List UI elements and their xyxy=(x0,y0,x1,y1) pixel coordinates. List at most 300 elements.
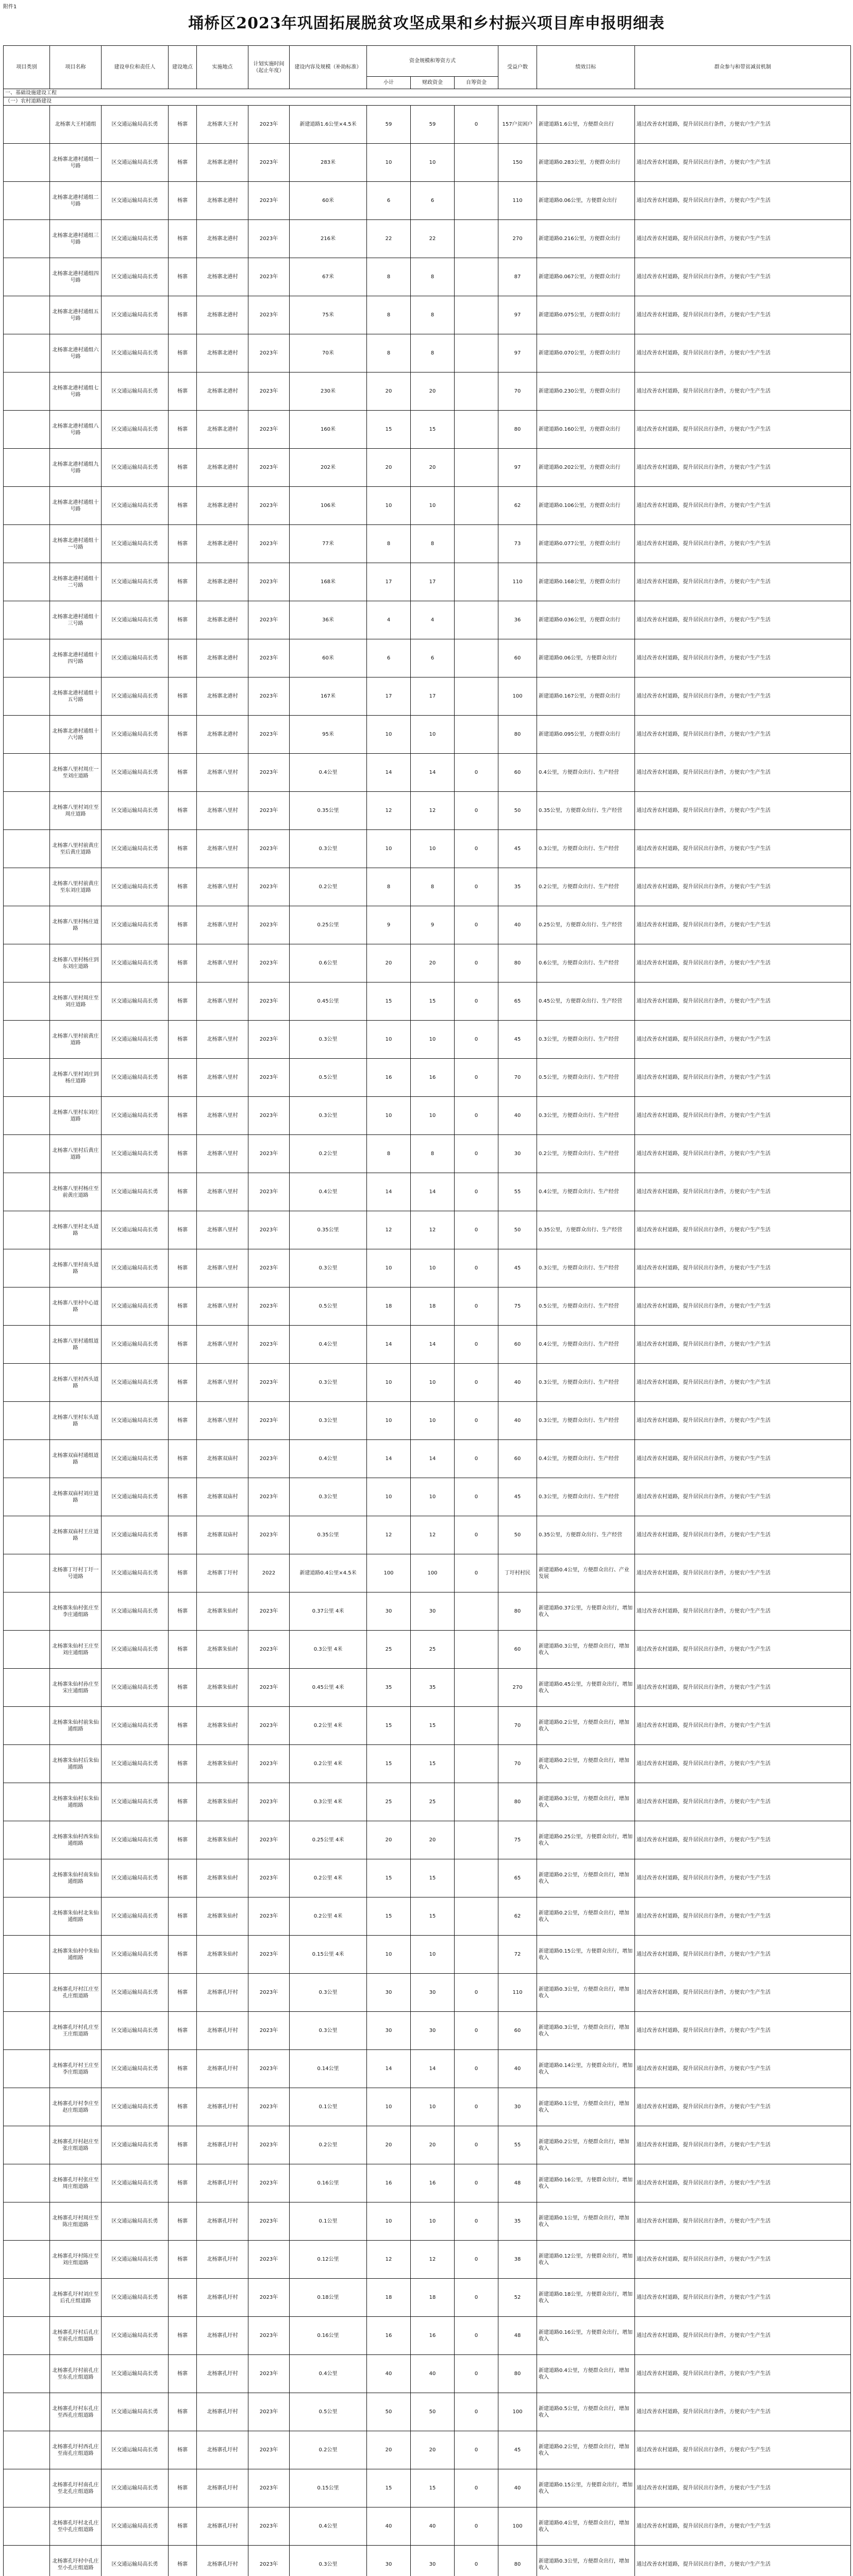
cell-village: 北杨寨北港村 xyxy=(197,449,248,487)
cell-benefit: 35 xyxy=(498,868,537,906)
cell-fiscal: 8 xyxy=(411,258,455,296)
cell-period: 2023年 xyxy=(248,1974,290,2012)
cell-scale: 0.6公里 xyxy=(290,944,367,982)
cell-period: 2023年 xyxy=(248,563,290,601)
cell-period: 2023年 xyxy=(248,792,290,830)
cell-fiscal: 16 xyxy=(411,2164,455,2202)
cell-self xyxy=(455,334,498,372)
cell-owner: 区交通运输局高长勇 xyxy=(102,868,169,906)
cell-name: 北杨寨双庙村通组道路 xyxy=(50,1440,102,1478)
cell-benefit: 40 xyxy=(498,1402,537,1440)
cell-owner: 区交通运输局高长勇 xyxy=(102,2050,169,2088)
cell-category xyxy=(4,1859,50,1897)
cell-benefit: 60 xyxy=(498,1631,537,1669)
cell-period: 2023年 xyxy=(248,716,290,754)
cell-village: 北杨寨北港村 xyxy=(197,411,248,449)
cell-town: 杨寨 xyxy=(169,2088,197,2126)
cell-benefit: 80 xyxy=(498,1783,537,1821)
cell-total: 20 xyxy=(367,1821,411,1859)
cell-mechanism: 通过改善农村道路，提升居民出行条件，方便农户生产生活 xyxy=(635,1440,851,1478)
cell-owner: 区交通运输局高长勇 xyxy=(102,830,169,868)
cell-category xyxy=(4,1059,50,1097)
table-row xyxy=(4,1249,851,1287)
cell-goal: 新建道路0.37公里，方便群众出行，增加收入 xyxy=(537,1592,635,1631)
cell-mechanism: 通过改善农村道路，提升居民出行条件，方便农户生产生活 xyxy=(635,2012,851,2050)
cell-mechanism: 通过改善农村道路，提升居民出行条件，方便农户生产生活 xyxy=(635,2355,851,2393)
cell-town: 杨寨 xyxy=(169,830,197,868)
cell-name: 北杨寨北港村通组十三号路 xyxy=(50,601,102,639)
header-scale: 建设内容及规模（补助标准） xyxy=(290,46,367,89)
cell-name: 北杨寨朱仙村前朱仙通组路 xyxy=(50,1707,102,1745)
cell-total: 100 xyxy=(367,1554,411,1592)
cell-fiscal: 22 xyxy=(411,220,455,258)
table-row xyxy=(4,258,851,296)
cell-goal: 新建道路0.036公里，方便群众出行 xyxy=(537,601,635,639)
cell-mechanism: 通过改善农村道路，提升居民出行条件，方便农户生产生活 xyxy=(635,1249,851,1287)
cell-total: 10 xyxy=(367,2202,411,2241)
cell-category xyxy=(4,1097,50,1135)
table-row xyxy=(4,2126,851,2164)
cell-village: 北杨寨八里村 xyxy=(197,1173,248,1211)
cell-town: 杨寨 xyxy=(169,182,197,220)
table-row xyxy=(4,1783,851,1821)
cell-village: 北杨寨八里村 xyxy=(197,906,248,944)
cell-self: 0 xyxy=(455,868,498,906)
cell-fiscal: 15 xyxy=(411,1897,455,1936)
cell-self: 0 xyxy=(455,944,498,982)
cell-category xyxy=(4,2088,50,2126)
cell-village: 北杨寨朱仙村 xyxy=(197,1936,248,1974)
cell-benefit: 45 xyxy=(498,1021,537,1059)
table-row xyxy=(4,2317,851,2355)
cell-owner: 区交通运输局高长勇 xyxy=(102,1059,169,1097)
cell-fiscal: 15 xyxy=(411,1745,455,1783)
cell-mechanism: 通过改善农村道路，提升居民出行条件，方便农户生产生活 xyxy=(635,372,851,411)
cell-owner: 区交通运输局高长勇 xyxy=(102,639,169,677)
cell-total: 6 xyxy=(367,639,411,677)
cell-fiscal: 8 xyxy=(411,868,455,906)
cell-category xyxy=(4,2431,50,2469)
cell-benefit: 48 xyxy=(498,2164,537,2202)
cell-goal: 0.5公里，方便群众出行、生产经营 xyxy=(537,1059,635,1097)
cell-owner: 区交通运输局高长勇 xyxy=(102,1021,169,1059)
cell-mechanism: 通过改善农村道路，提升居民出行条件，方便农户生产生活 xyxy=(635,754,851,792)
cell-owner: 区交通运输局高长勇 xyxy=(102,1287,169,1326)
table-row xyxy=(4,1097,851,1135)
cell-name: 北杨寨孔圩村后孔庄至前孔庄组道路 xyxy=(50,2317,102,2355)
cell-category xyxy=(4,1135,50,1173)
cell-goal: 0.4公里，方便群众出行、生产经营 xyxy=(537,754,635,792)
cell-village: 北杨寨孔圩村 xyxy=(197,2507,248,2546)
cell-total: 30 xyxy=(367,2012,411,2050)
cell-town: 杨寨 xyxy=(169,1478,197,1516)
cell-period: 2023年 xyxy=(248,2050,290,2088)
cell-benefit: 80 xyxy=(498,411,537,449)
cell-scale: 230米 xyxy=(290,372,367,411)
cell-mechanism: 通过改善农村道路，提升居民出行条件，方便农户生产生活 xyxy=(635,1478,851,1516)
cell-mechanism: 通过改善农村道路，提升居民出行条件，方便农户生产生活 xyxy=(635,1173,851,1211)
cell-self xyxy=(455,1745,498,1783)
cell-category xyxy=(4,1821,50,1859)
cell-town: 杨寨 xyxy=(169,1135,197,1173)
cell-fiscal: 8 xyxy=(411,1135,455,1173)
cell-total: 12 xyxy=(367,2241,411,2279)
cell-benefit: 65 xyxy=(498,982,537,1021)
cell-benefit: 65 xyxy=(498,1859,537,1897)
cell-mechanism: 通过改善农村道路，提升居民出行条件，方便农户生产生活 xyxy=(635,563,851,601)
cell-period: 2023年 xyxy=(248,1021,290,1059)
cell-scale: 0.5公里 xyxy=(290,1287,367,1326)
table-body xyxy=(4,89,851,2576)
cell-self xyxy=(455,525,498,563)
project-table-container xyxy=(3,45,850,2576)
cell-name: 北杨寨朱仙村王庄至刘庄通组路 xyxy=(50,1631,102,1669)
cell-self xyxy=(455,677,498,716)
cell-town: 杨寨 xyxy=(169,2431,197,2469)
cell-mechanism: 通过改善农村道路，提升居民出行条件，方便农户生产生活 xyxy=(635,639,851,677)
cell-self xyxy=(455,716,498,754)
cell-owner: 区交通运输局高长勇 xyxy=(102,2507,169,2546)
cell-owner: 区交通运输局高长勇 xyxy=(102,1097,169,1135)
section-row xyxy=(4,89,851,97)
header-category: 项目类别 xyxy=(4,46,50,89)
cell-total: 10 xyxy=(367,1478,411,1516)
cell-scale: 60米 xyxy=(290,639,367,677)
cell-benefit: 270 xyxy=(498,1669,537,1707)
cell-name: 北杨寨孔圩村王庄至李庄组道路 xyxy=(50,2050,102,2088)
cell-benefit: 40 xyxy=(498,2050,537,2088)
cell-total: 10 xyxy=(367,1249,411,1287)
cell-benefit: 45 xyxy=(498,2431,537,2469)
cell-town: 杨寨 xyxy=(169,1669,197,1707)
cell-mechanism: 通过改善农村道路，提升居民出行条件，方便农户生产生活 xyxy=(635,792,851,830)
cell-town: 杨寨 xyxy=(169,2012,197,2050)
cell-self xyxy=(455,449,498,487)
cell-period: 2023年 xyxy=(248,601,290,639)
header-total: 小计 xyxy=(367,77,411,89)
cell-total: 10 xyxy=(367,1936,411,1974)
cell-town: 杨寨 xyxy=(169,677,197,716)
cell-name: 北杨寨八里村杨庄至前黄庄道路 xyxy=(50,1173,102,1211)
cell-category xyxy=(4,2126,50,2164)
cell-total: 12 xyxy=(367,1211,411,1249)
cell-goal: 新建道路0.2公里，方便群众出行，增加收入 xyxy=(537,2431,635,2469)
cell-name: 北杨寨孔圩村孔庄至王庄组道路 xyxy=(50,2012,102,2050)
table-row xyxy=(4,1707,851,1745)
cell-fiscal: 25 xyxy=(411,1631,455,1669)
cell-village: 北杨寨双庙村 xyxy=(197,1516,248,1554)
cell-name: 北杨寨孔圩村赵庄至张庄组道路 xyxy=(50,2126,102,2164)
cell-town: 杨寨 xyxy=(169,1287,197,1326)
cell-total: 40 xyxy=(367,2507,411,2546)
header-town: 建设地点 xyxy=(169,46,197,89)
cell-category xyxy=(4,296,50,334)
cell-total: 9 xyxy=(367,906,411,944)
cell-category xyxy=(4,1707,50,1745)
cell-goal: 0.4公里，方便群众出行、生产经营 xyxy=(537,1440,635,1478)
cell-self: 0 xyxy=(455,1364,498,1402)
cell-mechanism: 通过改善农村道路，提升居民出行条件，方便农户生产生活 xyxy=(635,487,851,525)
cell-self xyxy=(455,487,498,525)
cell-name: 北杨寨八里村后黄庄道路 xyxy=(50,1135,102,1173)
cell-town: 杨寨 xyxy=(169,1631,197,1669)
cell-fiscal: 15 xyxy=(411,1707,455,1745)
cell-goal: 新建道路0.167公里，方便群众出行 xyxy=(537,677,635,716)
cell-category xyxy=(4,487,50,525)
cell-town: 杨寨 xyxy=(169,1745,197,1783)
cell-town: 杨寨 xyxy=(169,296,197,334)
cell-owner: 区交通运输局高长勇 xyxy=(102,1364,169,1402)
cell-town: 杨寨 xyxy=(169,334,197,372)
cell-total: 59 xyxy=(367,106,411,144)
table-row xyxy=(4,334,851,372)
cell-town: 杨寨 xyxy=(169,2279,197,2317)
cell-fiscal: 10 xyxy=(411,1364,455,1402)
cell-category xyxy=(4,182,50,220)
cell-town: 杨寨 xyxy=(169,601,197,639)
cell-scale: 0.16公里 xyxy=(290,2164,367,2202)
cell-total: 8 xyxy=(367,868,411,906)
cell-name: 北杨寨北港村通组七号路 xyxy=(50,372,102,411)
cell-category xyxy=(4,1249,50,1287)
cell-benefit: 110 xyxy=(498,182,537,220)
cell-self xyxy=(455,1669,498,1707)
cell-town: 杨寨 xyxy=(169,258,197,296)
cell-scale: 0.3公里 4米 xyxy=(290,1631,367,1669)
cell-total: 15 xyxy=(367,411,411,449)
cell-village: 北杨寨八里村 xyxy=(197,1211,248,1249)
cell-name: 北杨寨八里村东头道路 xyxy=(50,1402,102,1440)
cell-scale: 0.1公里 xyxy=(290,2202,367,2241)
cell-town: 杨寨 xyxy=(169,1974,197,2012)
cell-mechanism: 通过改善农村道路，提升居民出行条件，方便农户生产生活 xyxy=(635,2507,851,2546)
cell-total: 15 xyxy=(367,1859,411,1897)
cell-name: 北杨寨北港村通组二号路 xyxy=(50,182,102,220)
cell-town: 杨寨 xyxy=(169,1516,197,1554)
cell-fiscal: 14 xyxy=(411,1440,455,1478)
cell-self: 0 xyxy=(455,2469,498,2507)
cell-scale: 0.4公里 xyxy=(290,2355,367,2393)
cell-village: 北杨寨孔圩村 xyxy=(197,2164,248,2202)
cell-category xyxy=(4,2469,50,2507)
cell-period: 2023年 xyxy=(248,1707,290,1745)
cell-benefit: 150 xyxy=(498,144,537,182)
cell-owner: 区交通运输局高长勇 xyxy=(102,449,169,487)
cell-village: 北杨寨北港村 xyxy=(197,144,248,182)
cell-name: 北杨寨八里村刘庄至周庄道路 xyxy=(50,792,102,830)
table-row xyxy=(4,982,851,1021)
cell-period: 2023年 xyxy=(248,1402,290,1440)
table-row xyxy=(4,2431,851,2469)
cell-period: 2023年 xyxy=(248,1135,290,1173)
cell-fiscal: 20 xyxy=(411,372,455,411)
cell-village: 北杨寨朱仙村 xyxy=(197,1669,248,1707)
cell-category xyxy=(4,144,50,182)
cell-category xyxy=(4,1554,50,1592)
table-row xyxy=(4,2088,851,2126)
cell-goal: 新建道路0.095公里，方便群众出行 xyxy=(537,716,635,754)
cell-benefit: 40 xyxy=(498,906,537,944)
cell-goal: 新建道路0.067公里，方便群众出行 xyxy=(537,258,635,296)
cell-village: 北杨寨丁圩村 xyxy=(197,1554,248,1592)
cell-self xyxy=(455,144,498,182)
cell-mechanism: 通过改善农村道路，提升居民出行条件，方便农户生产生活 xyxy=(635,2241,851,2279)
cell-village: 北杨寨孔圩村 xyxy=(197,2355,248,2393)
cell-owner: 区交通运输局高长勇 xyxy=(102,2546,169,2576)
cell-town: 杨寨 xyxy=(169,1707,197,1745)
cell-village: 北杨寨孔圩村 xyxy=(197,2469,248,2507)
cell-scale: 0.4公里 xyxy=(290,1440,367,1478)
cell-mechanism: 通过改善农村道路，提升居民出行条件，方便农户生产生活 xyxy=(635,982,851,1021)
cell-owner: 区交通运输局高长勇 xyxy=(102,1135,169,1173)
cell-benefit: 157户贫困户 xyxy=(498,106,537,144)
cell-period: 2023年 xyxy=(248,2431,290,2469)
cell-benefit: 100 xyxy=(498,2393,537,2431)
cell-goal: 新建道路0.2公里，方便群众出行，增加收入 xyxy=(537,1745,635,1783)
table-row xyxy=(4,372,851,411)
cell-mechanism: 通过改善农村道路，提升居民出行条件，方便农户生产生活 xyxy=(635,1669,851,1707)
cell-name: 北杨寨孔圩村刘庄至后孔庄组道路 xyxy=(50,2279,102,2317)
cell-scale: 0.4公里 xyxy=(290,2507,367,2546)
cell-town: 杨寨 xyxy=(169,1897,197,1936)
cell-category xyxy=(4,601,50,639)
cell-mechanism: 通过改善农村道路，提升居民出行条件，方便农户生产生活 xyxy=(635,1631,851,1669)
cell-total: 10 xyxy=(367,1402,411,1440)
cell-total: 16 xyxy=(367,2164,411,2202)
cell-goal: 0.3公里，方便群众出行、生产经营 xyxy=(537,1097,635,1135)
cell-town: 杨寨 xyxy=(169,372,197,411)
cell-category xyxy=(4,944,50,982)
cell-category xyxy=(4,1021,50,1059)
cell-category xyxy=(4,1516,50,1554)
cell-fiscal: 14 xyxy=(411,754,455,792)
cell-mechanism: 通过改善农村道路，提升居民出行条件，方便农户生产生活 xyxy=(635,716,851,754)
cell-self xyxy=(455,639,498,677)
cell-scale: 0.3公里 4米 xyxy=(290,1783,367,1821)
table-row xyxy=(4,2202,851,2241)
cell-total: 30 xyxy=(367,1974,411,2012)
cell-benefit: 50 xyxy=(498,1516,537,1554)
cell-name: 北杨寨北港村通组十六号路 xyxy=(50,716,102,754)
cell-name: 北杨寨八里村周庄至刘庄道路 xyxy=(50,982,102,1021)
cell-owner: 区交通运输局高长勇 xyxy=(102,1783,169,1821)
cell-total: 14 xyxy=(367,2050,411,2088)
table-row xyxy=(4,411,851,449)
table-row xyxy=(4,1821,851,1859)
cell-village: 北杨寨八里村 xyxy=(197,1249,248,1287)
cell-total: 20 xyxy=(367,449,411,487)
cell-fiscal: 8 xyxy=(411,525,455,563)
cell-self: 0 xyxy=(455,2279,498,2317)
cell-town: 杨寨 xyxy=(169,2393,197,2431)
cell-village: 北杨寨朱仙村 xyxy=(197,1859,248,1897)
cell-category xyxy=(4,792,50,830)
cell-scale: 0.3公里 xyxy=(290,1364,367,1402)
cell-scale: 168米 xyxy=(290,563,367,601)
cell-owner: 区交通运输局高长勇 xyxy=(102,1859,169,1897)
cell-owner: 区交通运输局高长勇 xyxy=(102,2393,169,2431)
cell-benefit: 80 xyxy=(498,2355,537,2393)
cell-fiscal: 6 xyxy=(411,639,455,677)
cell-village: 北杨寨朱仙村 xyxy=(197,1707,248,1745)
cell-scale: 70米 xyxy=(290,334,367,372)
cell-goal: 新建道路0.070公里，方便群众出行 xyxy=(537,334,635,372)
cell-town: 杨寨 xyxy=(169,2317,197,2355)
cell-fiscal: 15 xyxy=(411,2469,455,2507)
cell-category xyxy=(4,2393,50,2431)
cell-fiscal: 10 xyxy=(411,1249,455,1287)
table-row xyxy=(4,1402,851,1440)
cell-benefit: 48 xyxy=(498,2317,537,2355)
cell-total: 10 xyxy=(367,144,411,182)
table-row xyxy=(4,1478,851,1516)
cell-mechanism: 通过改善农村道路，提升居民出行条件，方便农户生产生活 xyxy=(635,2279,851,2317)
cell-mechanism: 通过改善农村道路，提升居民出行条件，方便农户生产生活 xyxy=(635,1364,851,1402)
table-row xyxy=(4,1173,851,1211)
cell-self: 0 xyxy=(455,754,498,792)
cell-village: 北杨寨北港村 xyxy=(197,716,248,754)
cell-scale: 0.2公里 xyxy=(290,868,367,906)
cell-mechanism: 通过改善农村道路，提升居民出行条件，方便农户生产生活 xyxy=(635,1783,851,1821)
cell-town: 杨寨 xyxy=(169,2050,197,2088)
table-row xyxy=(4,754,851,792)
cell-name: 北杨寨北港村通组一号路 xyxy=(50,144,102,182)
cell-period: 2023年 xyxy=(248,2355,290,2393)
cell-name: 北杨寨丁圩村丁圩一号道路 xyxy=(50,1554,102,1592)
cell-owner: 区交通运输局高长勇 xyxy=(102,296,169,334)
cell-mechanism: 通过改善农村道路，提升居民出行条件，方便农户生产生活 xyxy=(635,2393,851,2431)
cell-period: 2023年 xyxy=(248,1783,290,1821)
cell-owner: 区交通运输局高长勇 xyxy=(102,1211,169,1249)
cell-fiscal: 10 xyxy=(411,1478,455,1516)
cell-benefit: 40 xyxy=(498,1364,537,1402)
cell-owner: 区交通运输局高长勇 xyxy=(102,1326,169,1364)
cell-scale: 新建道路0.4公里×4.5米 xyxy=(290,1554,367,1592)
cell-village: 北杨寨北港村 xyxy=(197,639,248,677)
cell-benefit: 60 xyxy=(498,639,537,677)
cell-scale: 0.3公里 xyxy=(290,1478,367,1516)
table-row xyxy=(4,144,851,182)
cell-category xyxy=(4,220,50,258)
cell-fiscal: 10 xyxy=(411,1097,455,1135)
cell-mechanism: 通过改善农村道路，提升居民出行条件，方便农户生产生活 xyxy=(635,1516,851,1554)
cell-mechanism: 通过改善农村道路，提升居民出行条件，方便农户生产生活 xyxy=(635,906,851,944)
cell-benefit: 270 xyxy=(498,220,537,258)
cell-scale: 0.4公里 xyxy=(290,1173,367,1211)
cell-town: 杨寨 xyxy=(169,2469,197,2507)
cell-scale: 283米 xyxy=(290,144,367,182)
cell-total: 20 xyxy=(367,372,411,411)
cell-category xyxy=(4,639,50,677)
section-subtitle: （一）农村道路建设 xyxy=(4,97,851,106)
cell-mechanism: 通过改善农村道路，提升居民出行条件，方便农户生产生活 xyxy=(635,1745,851,1783)
cell-town: 杨寨 xyxy=(169,525,197,563)
cell-mechanism: 通过改善农村道路，提升居民出行条件，方便农户生产生活 xyxy=(635,1326,851,1364)
cell-village: 北杨寨八里村 xyxy=(197,944,248,982)
cell-category xyxy=(4,1326,50,1364)
table-row xyxy=(4,487,851,525)
cell-total: 16 xyxy=(367,2317,411,2355)
cell-fiscal: 10 xyxy=(411,1021,455,1059)
cell-period: 2023年 xyxy=(248,1173,290,1211)
cell-benefit: 丁圩村村民 xyxy=(498,1554,537,1592)
table-row xyxy=(4,1135,851,1173)
cell-self xyxy=(455,601,498,639)
cell-mechanism: 通过改善农村道路，提升居民出行条件，方便农户生产生活 xyxy=(635,1859,851,1897)
cell-category xyxy=(4,1974,50,2012)
cell-mechanism: 通过改善农村道路，提升居民出行条件，方便农户生产生活 xyxy=(635,2469,851,2507)
table-row xyxy=(4,296,851,334)
